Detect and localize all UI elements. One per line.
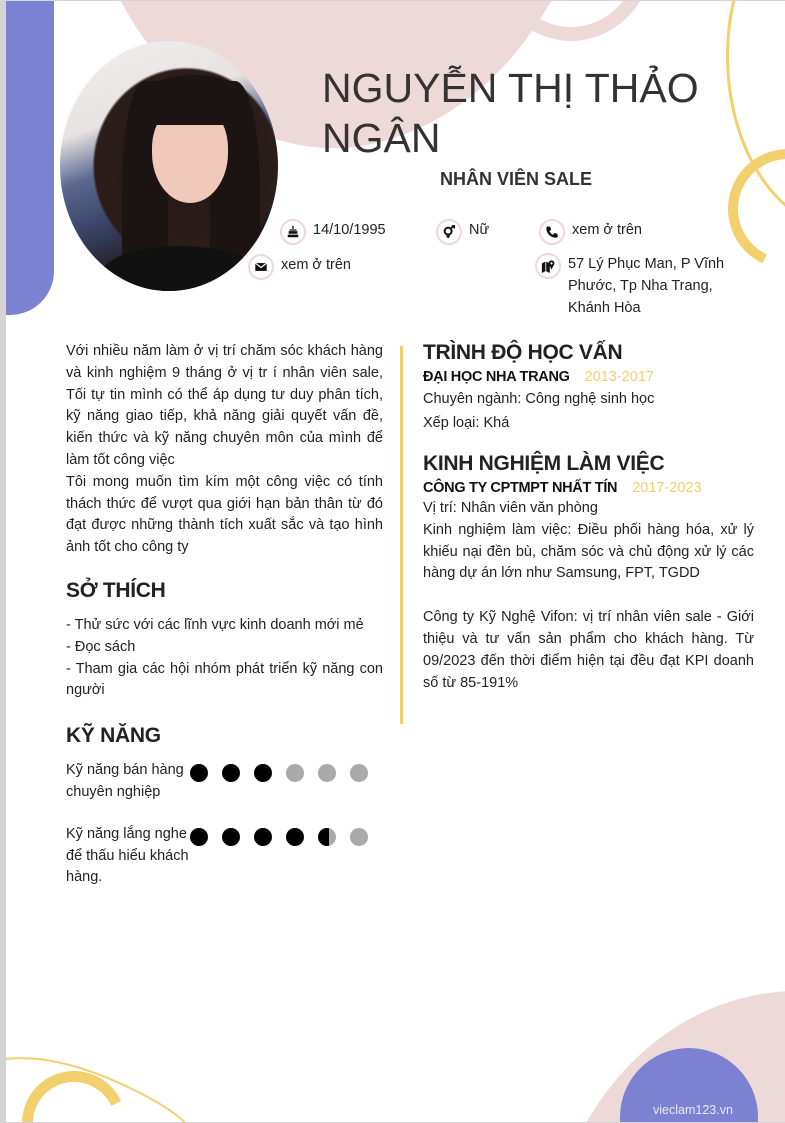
purple-bar-decoration xyxy=(6,1,54,315)
rating-dot-empty xyxy=(350,828,368,846)
school-name: ĐẠI HỌC NHA TRANG xyxy=(423,369,570,385)
experience-additional: Công ty Kỹ Nghệ Vifon: vị trí nhân viên sale - Giới thiệu và tư vấn sản phẩm cho khách hàng. Từ 09/2023 đến thời điểm hiện tại đều đạt KPI doanh số từ 85-191% xyxy=(423,609,754,691)
rating-dot-filled xyxy=(190,828,208,846)
hobbies-section xyxy=(66,579,383,702)
contact-birthday: 14/10/1995 xyxy=(280,219,386,245)
column-divider xyxy=(400,346,403,724)
hobbies-title: SỞ THÍCH xyxy=(66,578,166,602)
candidate-name: NGUYỄN THỊ THẢO NGÂN xyxy=(322,65,699,161)
hobby-item: - Tham gia các hội nhóm phát triển kỹ năng con người xyxy=(66,660,383,699)
contact-phone: xem ở trên xyxy=(539,219,642,245)
rating-dot-filled xyxy=(222,764,240,782)
birthday-cake-icon xyxy=(280,219,306,245)
gender-icon xyxy=(436,219,462,245)
rating-dot-filled xyxy=(190,764,208,782)
skill-label: Kỹ năng bán hàng chuyên nghiệp xyxy=(66,762,184,800)
education-major: Chuyên ngành: Công nghệ sinh học xyxy=(423,391,655,407)
profile-photo xyxy=(60,41,278,291)
skill-item xyxy=(66,824,383,889)
experience-years: 2017-2023 xyxy=(632,480,702,496)
hobby-item: - Đọc sách xyxy=(66,638,136,655)
rating-dot-empty xyxy=(318,764,336,782)
job-title: NHÂN VIÊN SALE xyxy=(440,169,593,189)
experience-position: Vị trí: Nhân viên văn phòng xyxy=(423,500,598,516)
cv-page xyxy=(6,1,785,1122)
hobby-item: - Thử sức với các lĩnh vực kinh doanh mới mẻ xyxy=(66,616,364,633)
skill-label: Kỹ năng lắng nghe để thấu hiểu khách hàng. xyxy=(66,825,189,886)
skill-rating xyxy=(190,828,382,846)
rating-dot-filled xyxy=(254,764,272,782)
rating-dot-filled xyxy=(286,828,304,846)
right-column xyxy=(423,341,754,694)
rating-dot-filled xyxy=(254,828,272,846)
rating-dot-empty xyxy=(350,764,368,782)
skills-title: KỸ NĂNG xyxy=(66,724,161,748)
envelope-icon xyxy=(248,254,274,280)
skill-rating xyxy=(190,764,382,782)
objective-paragraph: Tôi mong muốn tìm kím một công việc có tính thách thức để vượt qua giới hạn bản thân từ đó đạt được những thành tích xuất sắc và tạo hình ảnh tốt cho công ty xyxy=(66,473,383,556)
objective-paragraph: Với nhiều năm làm ở vị trí chăm sóc khách hàng và kinh nghiệm 9 tháng ở vị tr í nhân viên sale, Tối tự tin mình có thể áp dụng tư duy phân tích, kỹ năng giao tiếp, khả năng giải quyết vấn đề, kiến thức và kỹ năng chuyên môn của mình để làm tốt công việc xyxy=(66,343,383,468)
education-years: 2013-2017 xyxy=(584,369,654,385)
rating-dot-filled xyxy=(222,828,240,846)
map-marker-icon xyxy=(535,253,561,279)
contact-address: 57 Lý Phục Man, P Vĩnh Phước, Tp Nha Trang, Khánh Hòa xyxy=(535,253,750,319)
rating-dot-half xyxy=(318,828,336,846)
experience-title: KINH NGHIỆM LÀM VIỆC xyxy=(423,452,665,475)
skills-section xyxy=(66,724,383,889)
education-grade: Xếp loại: Khá xyxy=(423,415,510,431)
watermark: vieclam123.vn xyxy=(653,1103,733,1117)
skill-item xyxy=(66,760,383,804)
left-column xyxy=(66,341,383,889)
career-objective xyxy=(66,341,383,559)
experience-section xyxy=(423,452,754,694)
phone-icon xyxy=(539,219,565,245)
experience-description: Kinh nghiệm làm việc: Điều phối hàng hóa, xử lý khiếu nại đền bù, chăm sóc và chủ động xử lý các hàng dự án lớn như Samsung, FPT, TGDD xyxy=(423,521,754,582)
contact-email: xem ở trên xyxy=(248,254,351,280)
education-title: TRÌNH ĐỘ HỌC VẤN xyxy=(423,341,623,364)
company-name: CÔNG TY CPTMPT NHẤT TÍN xyxy=(423,480,618,496)
rating-dot-empty xyxy=(286,764,304,782)
contact-gender: Nữ xyxy=(436,219,489,245)
education-section xyxy=(423,341,754,435)
